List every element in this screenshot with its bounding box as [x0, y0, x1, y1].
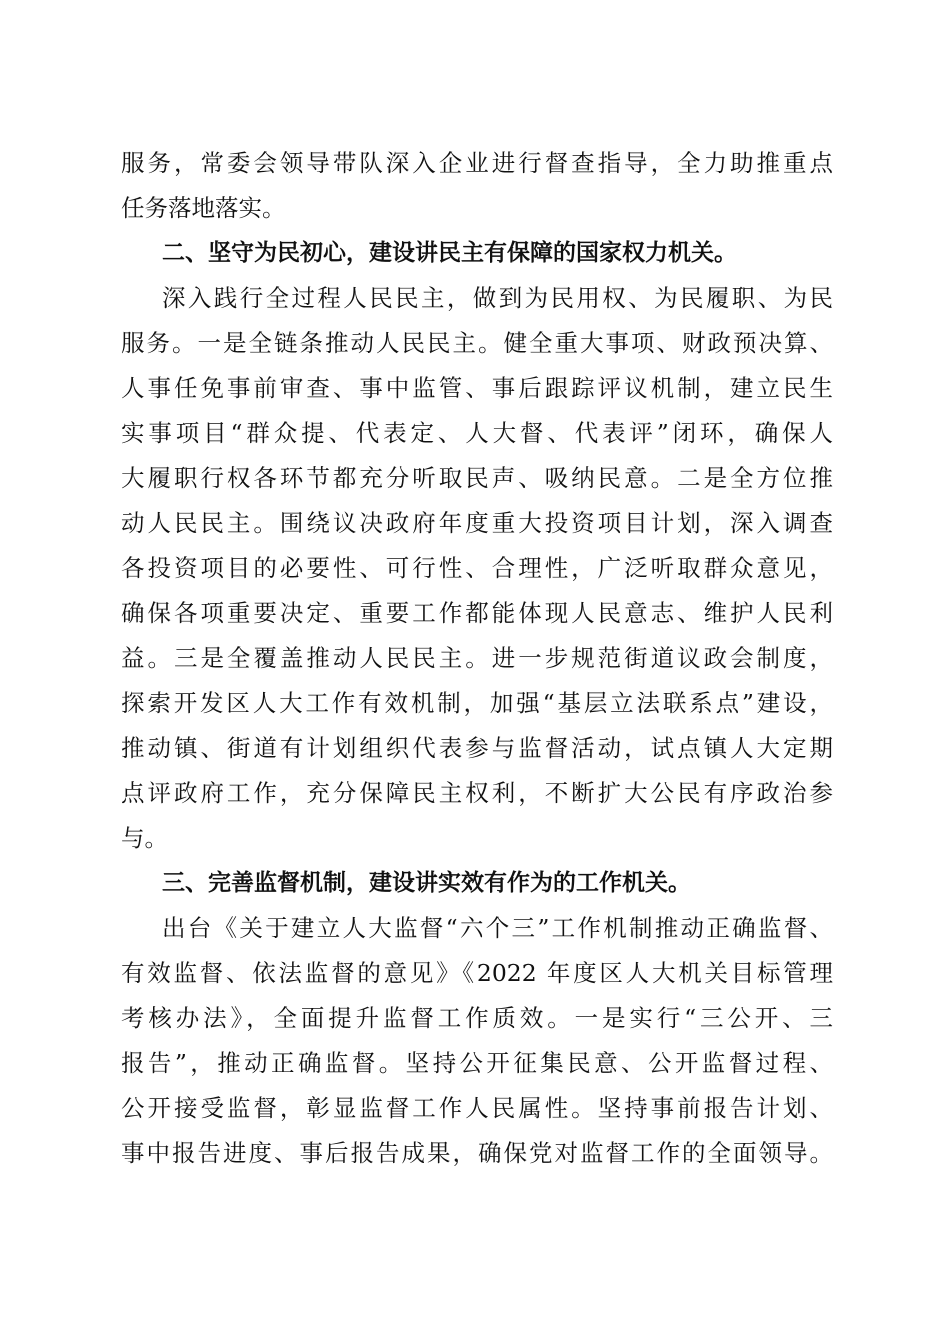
text-line: 实事项目“群众提、代表定、人大督、代表评”闭环，确保人 [121, 419, 833, 447]
text-line: 任务落地落实。 [121, 194, 286, 222]
text-line: 深入践行全过程人民民主，做到为民用权、为民履职、为民 [162, 284, 833, 312]
text-line: 公开接受监督，彰显监督工作人民属性。坚持事前报告计划、 [121, 1094, 833, 1122]
text-line: 人事任免事前审查、事中监管、事后跟踪评议机制，建立民生 [121, 374, 833, 402]
text-line: 大履职行权各环节都充分听取民声、吸纳民意。二是全方位推 [121, 464, 833, 492]
text-line: 服务，常委会领导带队深入企业进行督查指导，全力助推重点 [121, 149, 833, 177]
text-line: 推动镇、街道有计划组织代表参与监督活动，试点镇人大定期 [121, 734, 833, 762]
text-line: 确保各项重要决定、重要工作都能体现人民意志、维护人民利 [121, 599, 833, 627]
text-line: 事中报告进度、事后报告成果，确保党对监督工作的全面领导。 [121, 1139, 833, 1167]
text-line: 益。三是全覆盖推动人民民主。进一步规范街道议政会制度， [121, 644, 833, 672]
text-line: 与。 [121, 824, 168, 852]
text-line: 探索开发区人大工作有效机制，加强“基层立法联系点”建设， [121, 689, 833, 717]
text-line: 点评政府工作，充分保障民主权利，不断扩大公民有序政治参 [121, 779, 833, 807]
text-line: 服务。一是全链条推动人民民主。健全重大事项、财政预决算、 [121, 329, 833, 357]
text-line: 有效监督、依法监督的意见》《2022 年度区人大机关目标管理 [121, 959, 833, 987]
section-heading-3: 三、完善监督机制，建设讲实效有作为的工作机关。 [162, 870, 691, 896]
text-line: 动人民民主。围绕议决政府年度重大投资项目计划，深入调查 [121, 509, 833, 537]
text-line: 报告”，推动正确监督。坚持公开征集民意、公开监督过程、 [121, 1049, 833, 1077]
section-heading-2: 二、坚守为民初心，建设讲民主有保障的国家权力机关。 [162, 240, 737, 266]
text-line: 考核办法》，全面提升监督工作质效。一是实行“三公开、三 [121, 1004, 833, 1032]
text-line: 出台《关于建立人大监督“六个三”工作机制推动正确监督、 [162, 914, 833, 942]
text-line: 各投资项目的必要性、可行性、合理性，广泛听取群众意见， [121, 554, 833, 582]
